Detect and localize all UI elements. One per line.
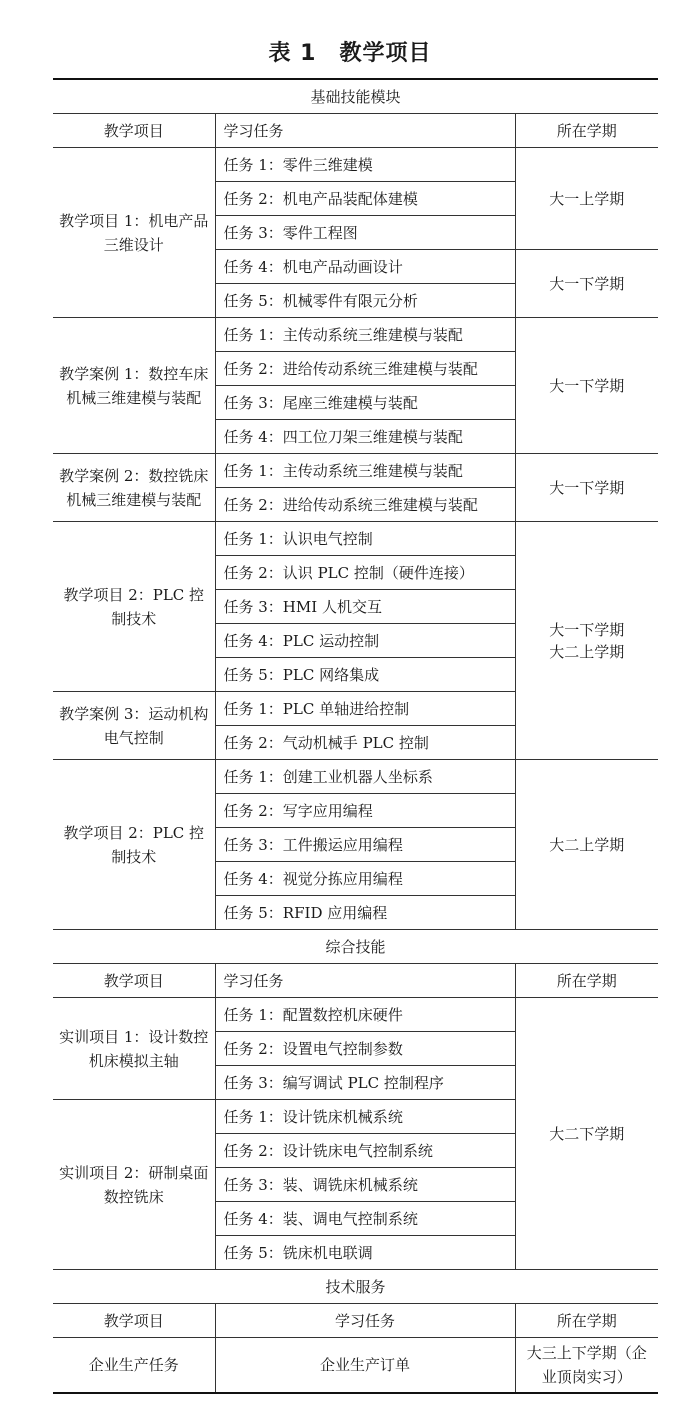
semester-cell: 大三上下学期（企业顶岗实习）	[515, 1338, 658, 1394]
semester-cell: 大二下学期	[515, 998, 658, 1270]
task-cell: 任务 5：RFID 应用编程	[215, 896, 515, 930]
task-cell: 任务 1：配置数控机床硬件	[215, 998, 515, 1032]
task-cell: 任务 5：铣床机电联调	[215, 1236, 515, 1270]
header-task: 学习任务	[215, 1304, 515, 1338]
task-cell: 任务 2：机电产品装配体建模	[215, 182, 515, 216]
task-cell: 任务 3：编写调试 PLC 控制程序	[215, 1066, 515, 1100]
task-cell: 任务 5：PLC 网络集成	[215, 658, 515, 692]
task-cell: 任务 3：装、调铣床机械系统	[215, 1168, 515, 1202]
semester-cell: 大一下学期	[515, 250, 658, 318]
section-comprehensive: 综合技能	[53, 930, 658, 964]
task-cell: 任务 2：气动机械手 PLC 控制	[215, 726, 515, 760]
header-task: 学习任务	[215, 964, 515, 998]
task-cell: 任务 3：尾座三维建模与装配	[215, 386, 515, 420]
task-cell: 任务 4：四工位刀架三维建模与装配	[215, 420, 515, 454]
task-cell: 任务 4：机电产品动画设计	[215, 250, 515, 284]
task-cell: 任务 1：创建工业机器人坐标系	[215, 760, 515, 794]
task-cell: 任务 3：工件搬运应用编程	[215, 828, 515, 862]
project-cell: 实训项目 1：设计数控机床模拟主轴	[53, 998, 215, 1100]
project-cell: 教学案例 2：数控铣床机械三维建模与装配	[53, 454, 215, 522]
task-cell: 任务 2：进给传动系统三维建模与装配	[215, 488, 515, 522]
header-semester: 所在学期	[515, 114, 658, 148]
teaching-projects-table	[53, 78, 658, 1394]
task-cell: 任务 2：设计铣床电气控制系统	[215, 1134, 515, 1168]
task-cell: 任务 4：装、调电气控制系统	[215, 1202, 515, 1236]
task-cell: 企业生产订单	[215, 1338, 515, 1394]
semester-cell: 大一下学期	[515, 454, 658, 522]
header-project: 教学项目	[53, 1304, 215, 1338]
semester-line: 大二上学期	[549, 642, 625, 661]
project-cell: 教学项目 1：机电产品三维设计	[53, 148, 215, 318]
header-project: 教学项目	[53, 964, 215, 998]
semester-line: 大一下学期	[549, 620, 625, 639]
project-cell: 教学项目 2：PLC 控制技术	[53, 760, 215, 930]
project-cell: 实训项目 2：研制桌面数控铣床	[53, 1100, 215, 1270]
task-cell: 任务 1：零件三维建模	[215, 148, 515, 182]
semester-cell: 大二上学期	[515, 760, 658, 930]
semester-cell: 大一下学期	[515, 318, 658, 454]
task-cell: 任务 1：PLC 单轴进给控制	[215, 692, 515, 726]
section-basic: 基础技能模块	[53, 79, 658, 114]
task-cell: 任务 1：主传动系统三维建模与装配	[215, 454, 515, 488]
semester-cell	[515, 522, 658, 760]
task-cell: 任务 2：设置电气控制参数	[215, 1032, 515, 1066]
project-cell: 企业生产任务	[53, 1338, 215, 1394]
task-cell: 任务 1：认识电气控制	[215, 522, 515, 556]
task-cell: 任务 2：认识 PLC 控制（硬件连接）	[215, 556, 515, 590]
task-cell: 任务 5：机械零件有限元分析	[215, 284, 515, 318]
task-cell: 任务 4：PLC 运动控制	[215, 624, 515, 658]
semester-cell: 大一上学期	[515, 148, 658, 250]
task-cell: 任务 1：设计铣床机械系统	[215, 1100, 515, 1134]
table-title: 表 1 教学项目	[268, 41, 432, 66]
task-cell: 任务 1：主传动系统三维建模与装配	[215, 318, 515, 352]
header-project: 教学项目	[53, 114, 215, 148]
task-cell: 任务 2：进给传动系统三维建模与装配	[215, 352, 515, 386]
task-cell: 任务 3：零件工程图	[215, 216, 515, 250]
header-semester: 所在学期	[515, 1304, 658, 1338]
section-service: 技术服务	[53, 1270, 658, 1304]
task-cell: 任务 4：视觉分拣应用编程	[215, 862, 515, 896]
project-cell: 教学案例 3：运动机构电气控制	[53, 692, 215, 760]
header-task: 学习任务	[215, 114, 515, 148]
project-cell: 教学项目 2：PLC 控制技术	[53, 522, 215, 692]
header-semester: 所在学期	[515, 964, 658, 998]
task-cell: 任务 2：写字应用编程	[215, 794, 515, 828]
task-cell: 任务 3：HMI 人机交互	[215, 590, 515, 624]
project-cell: 教学案例 1：数控车床机械三维建模与装配	[53, 318, 215, 454]
